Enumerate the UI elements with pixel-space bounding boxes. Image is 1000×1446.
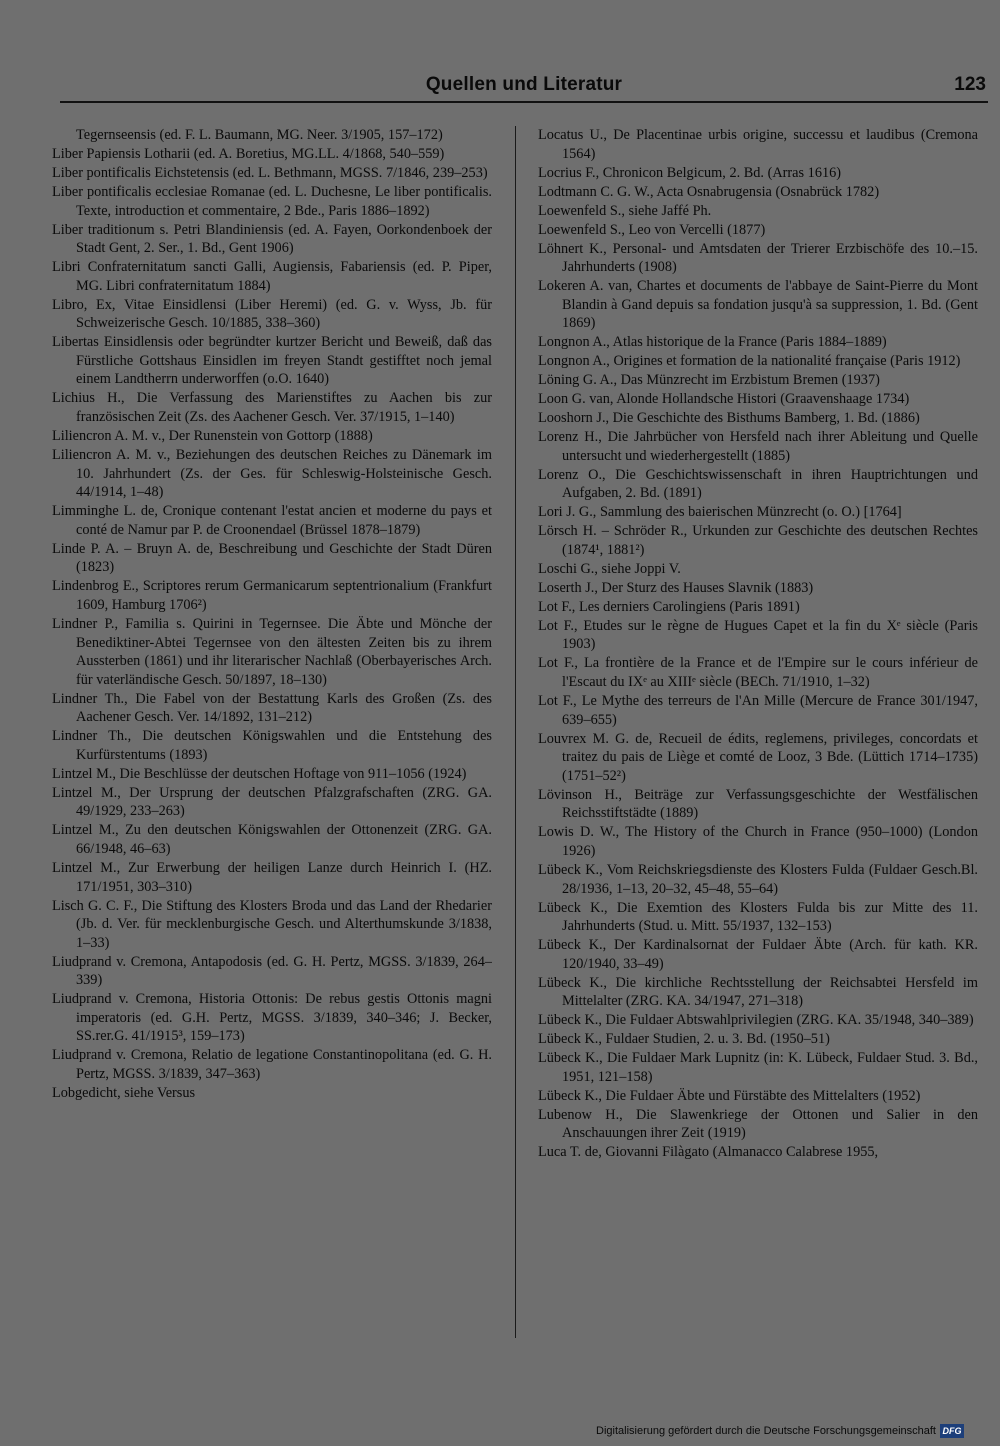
bibliography-entry: Lörsch H. – Schröder R., Urkunden zur Geschichte des deutschen Rechtes (1874¹, 1881²) (538, 523, 978, 558)
bibliography-entry: Loserth J., Der Sturz des Hauses Slavnik (1883) (538, 579, 814, 596)
bibliography-entry: Lintzel M., Der Ursprung der deutschen Pfalzgrafschaften (ZRG. GA. 49/1929, 233–263) (52, 784, 492, 820)
bibliography-entry: Liber Papiensis Lotharii (ed. A. Boretius, MG.LL. 4/1868, 540–559) (52, 145, 445, 162)
bibliography-entry: Limminghe L. de, Cronique contenant l'estat ancien et moderne du pays et conté de Namur par P. de Croonendael (Brüssel 1878–1879) (52, 503, 492, 538)
bibliography-entry: Lübeck K., Fuldaer Studien, 2. u. 3. Bd. (1950–51) (538, 1031, 830, 1048)
dfg-logo: DFG (940, 1424, 964, 1438)
bibliography-entry: Lot F., Les derniers Carolingiens (Paris 1891) (538, 598, 800, 615)
bibliography-entry: Löning G. A., Das Münzrecht im Erzbistum Bremen (1937) (538, 372, 880, 389)
bibliography-entry: Looshorn J., Die Geschichte des Bisthums Bamberg, 1. Bd. (1886) (538, 410, 920, 427)
bibliography-entry: Lindner Th., Die Fabel von der Bestattung Karls des Großen (Zs. des Aachener Gesch. Ver. 14/1892, 131–212) (52, 690, 492, 726)
bibliography-entry: Linde P. A. – Bruyn A. de, Beschreibung und Geschichte der Stadt Düren (1823) (52, 540, 492, 576)
bibliography-entry: Loon G. van, Alonde Hollandsche Histori (Graavenshaage 1734) (538, 391, 910, 408)
bibliography-entry: Lübeck K., Der Kardinalsornat der Fuldaer Äbte (Arch. für kath. KR. 120/1940, 33–49) (538, 937, 978, 972)
bibliography-entry: Liber pontificalis Eichstetensis (ed. L. Bethmann, MGSS. 7/1846, 239–253) (52, 164, 488, 181)
bibliography-entry: Loewenfeld S., Leo von Vercelli (1877) (538, 221, 766, 238)
page-title: Quellen und Literatur (425, 74, 623, 95)
footer-text: Digitalisierung gefördert durch die Deutsche Forschungsgemeinschaft (596, 1425, 936, 1437)
bibliography-entry: Lindner Th., Die deutschen Königswahlen und die Entstehung des Kurfürstentums (1893) (52, 728, 492, 763)
bibliography-entry: Lindenbrog E., Scriptores rerum Germanicarum septentrionalium (Frankfurt 1609, Hamburg 1706²) (52, 578, 492, 613)
bibliography-entry: Lorenz H., Die Jahrbücher von Hersfeld nach ihrer Ableitung und Quelle untersucht und wiederhergestellt (1885) (538, 429, 978, 464)
bibliography-entry: Lövinson H., Beiträge zur Verfassungsgeschichte der Westfälischen Reichsstiftstädte (1889) (538, 786, 978, 822)
bibliography-entry: Libro, Ex, Vitae Einsidlensi (Liber Heremi) (ed. G. v. Wyss, Jb. für Schweizerische Gesch. 10/1885, 338–360) (52, 296, 492, 332)
bibliography-entry: Liudprand v. Cremona, Relatio de legatione Constantinopolitana (ed. G. H. Pertz, MGSS. 3/1839, 347–363) (52, 1047, 492, 1083)
page-number: 123 (954, 74, 986, 95)
bibliography-entry: Liber traditionum s. Petri Blandiniensis (ed. A. Fayen, Oorkondenboek der Stadt Gent, 2. Ser., 1. Bd., Gent 1906) (52, 221, 492, 257)
bibliography-entry: Luca T. de, Giovanni Filàgato (Almanacco Calabrese 1955, (538, 1144, 879, 1161)
bibliography-entry: Lokeren A. van, Chartes et documents de l'abbaye de Saint-Pierre du Mont Blandin à Gand depuis sa fondation jusqu'à sa suppression, 1. Bd. (Gent 1869) (538, 278, 978, 332)
footer (596, 1424, 964, 1438)
bibliography-entry: Lisch G. C. F., Die Stiftung des Klosters Broda und das Land der Rhedarier (Jb. d. Ver. für mecklenburgische Gesch. und Alterthumskunde 3/1838, 1–33) (52, 897, 492, 951)
bibliography-entry: Liudprand v. Cremona, Historia Ottonis: De rebus gestis Ottonis magni imperatoris (ed. G.H. Pertz, MGSS. 3/1839, 340–346; J. Becker, SS.rer.G. 41/1915³, 159–173) (52, 991, 492, 1045)
bibliography-entry: Liber pontificalis ecclesiae Romanae (ed. L. Duchesne, Le liber pontificalis. Texte, introduction et commentaire, 2 Bde., Paris 1886–1892) (52, 183, 492, 219)
bibliography-entry: Lobgedicht, siehe Versus (52, 1085, 196, 1102)
bibliography-entry: Tegernseensis (ed. F. L. Baumann, MG. Neer. 3/1905, 157–172) (76, 127, 443, 143)
bibliography-entry: Lübeck K., Die Fuldaer Abtswahlprivilegien (ZRG. KA. 35/1948, 340–389) (538, 1012, 974, 1029)
bibliography-entry: Lübeck K., Die kirchliche Rechtsstellung der Reichsabtei Hersfeld im Mittelalter (ZRG. KA. 34/1947, 271–318) (538, 974, 978, 1010)
bibliography-entry: Lindner P., Familia s. Quirini in Tegernsee. Die Äbte und Mönche der Benediktiner-Abtei Tegernsee von den ältesten Zeiten bis zu ihrem Aussterben (1861) und ihr literarischer Nachlaß (Oberbayerisches Arch. für vaterländische Gesch. 50/1897, 18–130) (52, 615, 492, 688)
bibliography-entry: Locrius F., Chronicon Belgicum, 2. Bd. (Arras 1616) (538, 164, 842, 181)
bibliography-entry: Longnon A., Atlas historique de la France (Paris 1884–1889) (538, 334, 887, 351)
bibliography-entry: Lübeck K., Die Exemtion des Klosters Fulda bis zur Mitte des 11. Jahrhunderts (Stud. u. Mitt. 55/1937, 132–153) (538, 899, 978, 935)
bibliography-entry: Lowis D. W., The History of the Church in France (950–1000) (London 1926) (538, 824, 978, 859)
right-column (538, 126, 978, 1346)
bibliography-entry: Lichius H., Die Verfassung des Marienstiftes zu Aachen bis zur französischen Zeit (Zs. des Aachener Gesch. Ver. 37/1915, 1–140) (52, 390, 492, 426)
bibliography-entry: Lintzel M., Die Beschlüsse der deutschen Hoftage von 911–1056 (1924) (52, 765, 467, 782)
page-header (60, 72, 988, 102)
bibliography-entry: Lot F., Etudes sur le règne de Hugues Capet et la fin du Xᵉ siècle (Paris 1903) (538, 617, 978, 653)
bibliography-entry: Lintzel M., Zur Erwerbung der heiligen Lanze durch Heinrich I. (HZ. 171/1951, 303–310) (52, 859, 492, 895)
bibliography-entry: Loewenfeld S., siehe Jaffé Ph. (538, 202, 712, 219)
bibliography-entry: Libertas Einsidlensis oder begründter kurtzer Bericht und Beweiß, daß das Fürstliche Gottshaus Einsidlen im freyen Standt gestifftet noch jemal einem Landtherrn underworffen (o.O. 1640) (52, 334, 492, 388)
bibliography-entry: Lori J. G., Sammlung des baierischen Münzrecht (o. O.) [1764] (538, 504, 902, 521)
bibliography-entry: Lorenz O., Die Geschichtswissenschaft in ihren Hauptrichtungen und Aufgaben, 2. Bd. (1891) (538, 466, 978, 502)
bibliography-entry: Lübeck K., Die Fuldaer Mark Lupnitz (in: K. Lübeck, Fuldaer Stud. 3. Bd., 1951, 121–158) (538, 1050, 978, 1085)
bibliography-entry: Liliencron A. M. v., Der Runenstein von Gottorp (1888) (52, 428, 373, 445)
bibliography-entry: Loschi G., siehe Joppi V. (538, 560, 681, 577)
bibliography-entry: Lubenow H., Die Slawenkriege der Ottonen und Salier in den Anschauungen ihrer Zeit (1919) (538, 1106, 978, 1142)
bibliography-entry: Louvrex M. G. de, Recueil de édits, reglemens, privileges, concordats et traitez du pais de Liège et comté de Looz, 3 Bde. (Lüttich 1714–1735) (1751–52²) (538, 730, 978, 784)
bibliography-entry: Libri Confraternitatum sancti Galli, Augiensis, Fabariensis (ed. P. Piper, MG. Libri confraternitatum 1884) (52, 259, 492, 294)
bibliography-entry: Lot F., Le Mythe des terreurs de l'An Mille (Mercure de France 301/1947, 639–655) (538, 693, 978, 728)
bibliography-entry: Liudprand v. Cremona, Antapodosis (ed. G. H. Pertz, MGSS. 3/1839, 264–339) (52, 953, 492, 989)
bibliography-entry: Lodtmann C. G. W., Acta Osnabrugensia (Osnabrück 1782) (538, 183, 880, 200)
left-column (52, 126, 492, 1346)
bibliography-entry: Liliencron A. M. v., Beziehungen des deutschen Reiches zu Dänemark im 10. Jahrhundert (Zs. der Ges. für Schleswig-Holsteinische Gesch. 44/1914, 1–48) (52, 447, 492, 501)
bibliography-entry: Lintzel M., Zu den deutschen Königswahlen der Ottonenzeit (ZRG. GA. 66/1948, 46–63) (52, 822, 492, 857)
bibliography-entry: Lot F., La frontière de la France et de l'Empire sur le cours inférieur de l'Escaut du IXᵉ au XIIIᵉ siècle (BECh. 71/1910, 1–32) (538, 655, 978, 691)
header-rule (60, 101, 988, 103)
bibliography-entry: Longnon A., Origines et formation de la nationalité française (Paris 1912) (538, 353, 961, 370)
bibliography-entry: Lübeck K., Die Fuldaer Äbte und Fürstäbte des Mittelalters (1952) (538, 1087, 921, 1104)
column-divider (515, 126, 516, 1338)
bibliography-entry: Locatus U., De Placentinae urbis origine, successu et laudibus (Cremona 1564) (538, 127, 978, 162)
bibliography-entry: Lübeck K., Vom Reichskriegsdienste des Klosters Fulda (Fuldaer Gesch.Bl. 28/1936, 1–13, 20–32, 45–48, 55–64) (538, 861, 978, 897)
bibliography-entry: Löhnert K., Personal- und Amtsdaten der Trierer Erzbischöfe des 10.–15. Jahrhunderts (1908) (538, 240, 978, 276)
